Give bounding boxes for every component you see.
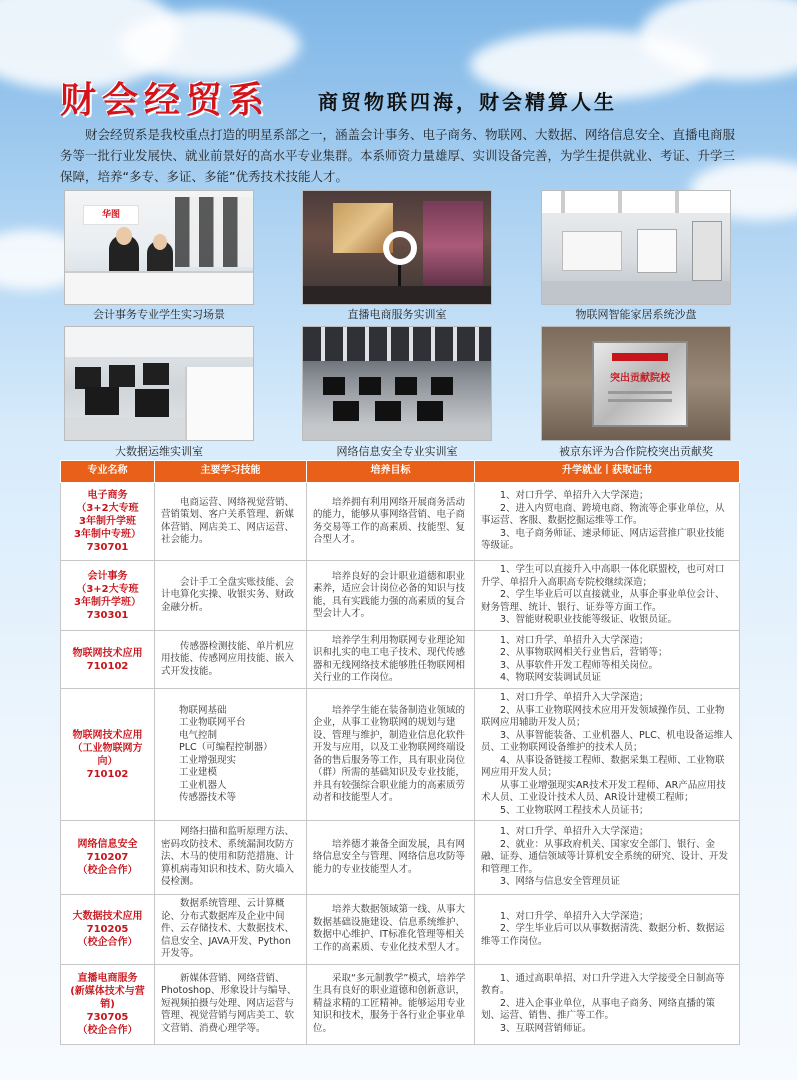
major-skills: 传感器检测技能、单片机应用技能、传感网应用技能、嵌入式开发技能。: [155, 631, 307, 689]
major-outcome: 1、学生可以直接升入中高职一体化联盟校，也可对口升学、单招升入高职高专院校继续深造； 2、学生毕业后可以直接就业，从事企事业单位会计、财务管理、统计、银行、证券等方面工作。 3、智能财税职业技能等级证、收银员证。: [475, 561, 740, 631]
department-intro: 财会经贸系是我校重点打造的明星系部之一，涵盖会计事务、电子商务、物联网、大数据、网络信息安全、直播电商服务等一批行业发展快、就业前景好的高水平专业集群。本系师资力量雄厚、实训设备完善，为学生提供就业、考证、升学三保障，培养“多专、多证、多能”优秀技术技能人才。: [60, 127, 736, 184]
major-outcome: 1、对口升学、单招升入大学深造； 2、从事物联网相关行业售后，营销等； 3、从事软件开发工程师等相关岗位。 4、物联网安装调试员证: [475, 631, 740, 689]
photo-caption: 直播电商服务实训室: [347, 308, 447, 321]
major-name: 大数据技术应用 710205 （校企合作）: [61, 895, 155, 965]
photo-caption: 物联网智能家居系统沙盘: [575, 308, 697, 321]
major-name: 物联网技术应用 710102: [61, 631, 155, 689]
column-header: 主要学习技能: [155, 461, 307, 483]
major-skills: 会计手工全盘实账技能、会计电算化实操、收银实务、财政金融分析。: [155, 561, 307, 631]
major-goal: 培养大数据领域第一线、从事大数据基础设施建设、信息系统维护、数据中心维护、IT标准化管理等相关工作的高素质、专业化技术型人才。: [307, 895, 475, 965]
major-name: 物联网技术应用 （工业物联网方向） 710102: [61, 689, 155, 821]
table-row: [61, 821, 740, 895]
major-name: 网络信息安全 710207 （校企合作）: [61, 821, 155, 895]
photo-bigdata-lab: [64, 326, 254, 441]
major-goal: 培养学生能在装备制造业领域的企业，从事工业物联网的规划与建设、管理与维护，制造业信息化软件开发与应用，以及工业物联网终端设备的售后服务等工作，具有职业岗位（群）所需的基础知识及专业技能，并具有较强综合职业能力的高素质劳动者和技能型人才。: [307, 689, 475, 821]
major-outcome: 1、对口升学、单招升入大学深造； 2、进入内贸电商、跨境电商、物流等企事业单位，从事运营、客服、数据挖掘运维等工作。 3、电子商务师证、速录师证、网店运营推广职业技能等级证。: [475, 483, 740, 561]
major-outcome: 1、对口升学、单招升入大学深造； 2、从事工业物联网技术应用开发领域操作员、工业物联网应用辅助开发人员； 3、从事智能装备、工业机器人、PLC、机电设备运维人员、工业物联网设备维护的技术人员； 4、从事设备链接工程师、数据采集工程师、工业物联网应用开发人员； 从事工业增强现实AR技术开发工程师、AR产品应用技术人员、工业设计技术人员、AR设计建模工程师； 5、工业物联网工程技术人员证书；: [475, 689, 740, 821]
majors-table: [60, 460, 740, 1045]
major-skills: 物联网基础 工业物联网平台 电气控制 PLC（可编程控制器） 工业增强现实 工业建模 工业机器人 传感器技术等: [155, 689, 307, 821]
photo-caption: 被京东评为合作院校突出贡献奖: [559, 445, 713, 458]
column-header: 培养目标: [307, 461, 475, 483]
major-goal: 培养德才兼备全面发展，具有网络信息安全与管理、网络信息攻防等能力的专业技能型人才。: [307, 821, 475, 895]
major-name: 直播电商服务 (新媒体技术与营销) 730705 （校企合作）: [61, 964, 155, 1044]
award-plaque: [592, 341, 688, 427]
ring-light: [383, 231, 417, 265]
photo-livestream-lab: [302, 190, 492, 305]
major-goal: 培养拥有利用网络开展商务活动的能力，能够从事网络营销、电子商务交易等工作的高素质、技能型、复合型人才。: [307, 483, 475, 561]
major-outcome: 1、对口升学、单招升入大学深造； 2、就业：从事政府机关、国家安全部门、银行、金融、证券、通信领域等计算机安全系统的研究、设计、开发和管理工作。 3、网络与信息安全管理员证: [475, 821, 740, 895]
cloud-decoration: [120, 10, 300, 80]
photo-accounting-practice: [64, 190, 254, 305]
table-row: [61, 631, 740, 689]
plaque-text: 突出贡献院校: [610, 373, 670, 384]
major-goal: 培养学生利用物联网专业理论知识和扎实的电工电子技术、现代传感器和无线网络技术能够胜任物联网相关行业的工作岗位。: [307, 631, 475, 689]
major-outcome: 1、对口升学、单招升入大学深造； 2、学生毕业后可以从事数据清洗、数据分析、数据运维等工作岗位。: [475, 895, 740, 965]
table-header-row: [61, 461, 740, 483]
table-row: [61, 483, 740, 561]
department-slogan: 商贸物联四海，财会精算人生: [318, 90, 617, 114]
major-skills: 数据系统管理、云计算概论、分布式数据库及企业中间件、云存储技术、大数据技术、信息安全、JAVA开发、Python开发等。: [155, 895, 307, 965]
major-skills: 网络扫描和监听原理方法、密码攻防技术、系统漏洞攻防方法、木马的使用和防范措施、计算机病毒知识和技术、防火墙入侵检测。: [155, 821, 307, 895]
photo-netsec-lab: [302, 326, 492, 441]
table-row: [61, 561, 740, 631]
photo-jd-award: [541, 326, 731, 441]
major-skills: 新媒体营销、网络营销、Photoshop、形象设计与编导、短视频拍摄与处理、网店运营与管理、视觉营销与网店美工、软文营销、消费心理学等。: [155, 964, 307, 1044]
major-skills: 电商运营、网络视觉营销、营销策划、客户关系管理、新媒体营销、网店美工、网店运营、社会能力。: [155, 483, 307, 561]
major-goal: 培养良好的会计职业道德和职业素养，适应会计岗位必备的知识与技能，具有实践能力强的高素质的复合型会计人才。: [307, 561, 475, 631]
page-header: [60, 72, 760, 122]
table-row: [61, 689, 740, 821]
major-outcome: 1、通过高职单招、对口升学进入大学接受全日制高等教育。 2、进入企事业单位，从事电子商务、网络直播的策划、运营、销售、推广等工作。 3、互联网营销师证。: [475, 964, 740, 1044]
major-name: 电子商务 （3+2大专班 3年制升学班 3年制中专班） 730701: [61, 483, 155, 561]
major-name: 会计事务 （3+2大专班 3年制升学班） 730301: [61, 561, 155, 631]
department-title: 财会经贸系: [60, 79, 271, 121]
photo-caption: 会计事务专业学生实习场景: [93, 308, 225, 321]
photo-caption: 大数据运维实训室: [115, 445, 203, 458]
photo-caption: 网络信息安全专业实训室: [336, 445, 458, 458]
column-header: 专业名称: [61, 461, 155, 483]
column-header: 升学就业丨获取证书: [475, 461, 740, 483]
table-row: [61, 895, 740, 965]
major-goal: 采取“多元制教学”模式，培养学生具有良好的职业道德和创新意识，精益求精的工匠精神。能够运用专业知识和技术，服务于各行业企事业单位。: [307, 964, 475, 1044]
photo-iot-smarthome: [541, 190, 731, 305]
table-row: [61, 964, 740, 1044]
reception-sign: 华图: [83, 205, 139, 225]
